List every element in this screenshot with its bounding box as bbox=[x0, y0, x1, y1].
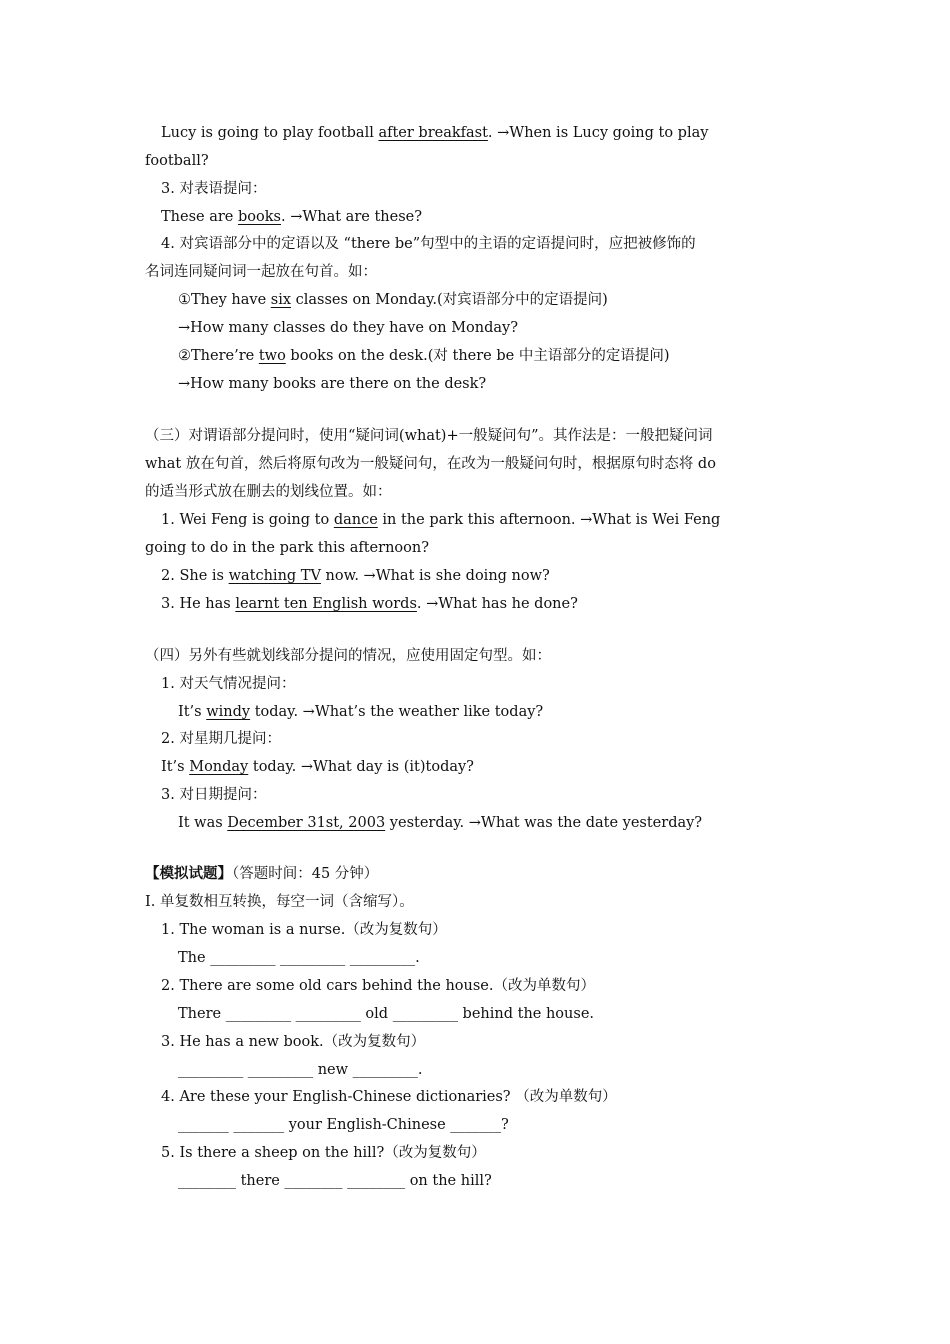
underlined-text: learnt ten English words bbox=[235, 596, 417, 612]
text-line bbox=[161, 976, 595, 996]
text-segment: 3. 对表语提问： bbox=[161, 181, 267, 197]
text-segment: today. →What day is (it)today? bbox=[248, 759, 474, 775]
underlined-text: books bbox=[238, 209, 281, 225]
text-segment: 2. 对星期几提问： bbox=[161, 731, 281, 747]
text-segment: books on the desk.(对 there be 中主语部分的定语提问) bbox=[285, 348, 670, 364]
text-segment: now. →What is she doing now? bbox=[320, 568, 550, 584]
text-segment: The _________ _________ _________. bbox=[178, 950, 420, 966]
text-segment: It was bbox=[178, 815, 228, 831]
text-line bbox=[161, 123, 708, 143]
text-segment: 4. 对宾语部分中的定语以及 “there be”句型中的主语的定语提问时，应把被修饰的 bbox=[161, 236, 696, 252]
text-segment: in the park this afternoon. →What is Wei Feng bbox=[377, 512, 721, 528]
text-line bbox=[161, 1032, 425, 1052]
text-segment: 1. Wei Feng is going to bbox=[161, 512, 334, 528]
text-line bbox=[161, 757, 474, 777]
section-heading: 【模拟试题】 bbox=[145, 865, 232, 882]
text-segment: These are bbox=[161, 209, 238, 225]
text-segment: 2. There are some old cars behind the house.（改为单数句） bbox=[161, 978, 596, 994]
text-line bbox=[178, 948, 420, 968]
text-segment: _______ _______ your English-Chinese _______? bbox=[178, 1117, 509, 1133]
text-segment: 3. He has a new book.（改为复数句） bbox=[161, 1034, 426, 1050]
text-segment: 的适当形式放在删去的划线位置。如： bbox=[145, 484, 392, 500]
text-line bbox=[178, 702, 543, 722]
text-segment: （答题时间：45 分钟） bbox=[232, 866, 379, 882]
text-line bbox=[145, 864, 378, 884]
text-segment: There _________ _________ old _________ behind the house. bbox=[178, 1006, 595, 1022]
text-line bbox=[145, 262, 377, 282]
underlined-text: after breakfast bbox=[378, 125, 488, 141]
text-segment: ________ there ________ ________ on the hill? bbox=[178, 1173, 492, 1189]
text-line bbox=[161, 566, 550, 586]
text-segment: classes on Monday.(对宾语部分中的定语提问) bbox=[291, 292, 608, 308]
text-line bbox=[161, 510, 720, 530]
text-segment: going to do in the park this afternoon? bbox=[145, 540, 429, 556]
text-line bbox=[161, 729, 281, 749]
underlined-text: six bbox=[270, 292, 292, 308]
text-line bbox=[145, 426, 713, 446]
text-segment: It’s bbox=[161, 759, 190, 775]
underlined-text: windy bbox=[206, 704, 251, 720]
text-segment: I. 单复数相互转换，每空一词（含缩写）。 bbox=[145, 894, 414, 910]
text-line bbox=[161, 179, 266, 199]
text-line bbox=[178, 813, 702, 833]
underlined-text: dance bbox=[333, 512, 378, 528]
text-line bbox=[178, 1060, 423, 1080]
text-line bbox=[145, 538, 429, 558]
text-line bbox=[161, 674, 295, 694]
text-segment: （四）另外有些就划线部分提问的情况，应使用固定句型。如： bbox=[145, 648, 551, 664]
text-line bbox=[161, 1087, 617, 1107]
text-segment: . →When is Lucy going to play bbox=[487, 125, 709, 141]
text-segment: yesterday. →What was the date yesterday? bbox=[385, 815, 703, 831]
text-line bbox=[145, 892, 414, 912]
text-line bbox=[178, 290, 608, 310]
text-segment: ②There’re bbox=[178, 348, 259, 364]
text-line bbox=[161, 594, 578, 614]
underlined-text: December 31st, 2003 bbox=[227, 815, 386, 831]
text-segment: 3. He has bbox=[161, 596, 236, 612]
text-segment: （三）对谓语部分提问时，使用“疑问词(what)+一般疑问句”。其作法是：一般把疑问词 bbox=[145, 428, 713, 444]
text-line bbox=[161, 234, 696, 254]
text-segment: . →What has he done? bbox=[416, 596, 578, 612]
underlined-text: Monday bbox=[189, 759, 249, 775]
text-segment: It’s bbox=[178, 704, 207, 720]
text-segment: 1. 对天气情况提问： bbox=[161, 676, 296, 692]
text-line bbox=[145, 482, 392, 502]
text-line bbox=[161, 207, 422, 227]
text-segment: . →What are these? bbox=[280, 209, 422, 225]
text-segment: what 放在句首，然后将原句改为一般疑问句，在改为一般疑问句时，根据原句时态将 do bbox=[145, 456, 716, 472]
text-segment: Lucy is going to play football bbox=[161, 125, 379, 141]
text-segment: 5. Is there a sheep on the hill?（改为复数句） bbox=[161, 1145, 486, 1161]
text-segment: 3. 对日期提问： bbox=[161, 787, 267, 803]
text-line bbox=[178, 1171, 492, 1191]
text-line bbox=[145, 454, 716, 474]
text-segment: 4. Are these your English-Chinese dictionaries? （改为单数句） bbox=[161, 1089, 617, 1105]
text-line bbox=[145, 646, 551, 666]
text-line bbox=[178, 1115, 509, 1135]
text-segment: →How many books are there on the desk? bbox=[178, 376, 487, 392]
text-segment: 名词连同疑问词一起放在句首。如： bbox=[145, 264, 377, 280]
text-line bbox=[161, 1143, 486, 1163]
text-segment: →How many classes do they have on Monday? bbox=[178, 320, 519, 336]
text-segment: today. →What’s the weather like today? bbox=[250, 704, 544, 720]
text-line bbox=[145, 151, 209, 171]
text-line bbox=[178, 374, 486, 394]
underlined-text: watching TV bbox=[228, 568, 321, 584]
text-segment: _________ _________ new _________. bbox=[178, 1062, 423, 1078]
text-segment: 2. She is bbox=[161, 568, 229, 584]
text-line bbox=[161, 920, 447, 940]
text-segment: 1. The woman is a nurse.（改为复数句） bbox=[161, 922, 447, 938]
underlined-text: two bbox=[258, 348, 286, 364]
text-segment: football? bbox=[145, 153, 209, 169]
text-segment: ①They have bbox=[178, 292, 271, 308]
text-line bbox=[161, 785, 266, 805]
text-line bbox=[178, 346, 670, 366]
text-line bbox=[178, 318, 518, 338]
text-line bbox=[178, 1004, 594, 1024]
